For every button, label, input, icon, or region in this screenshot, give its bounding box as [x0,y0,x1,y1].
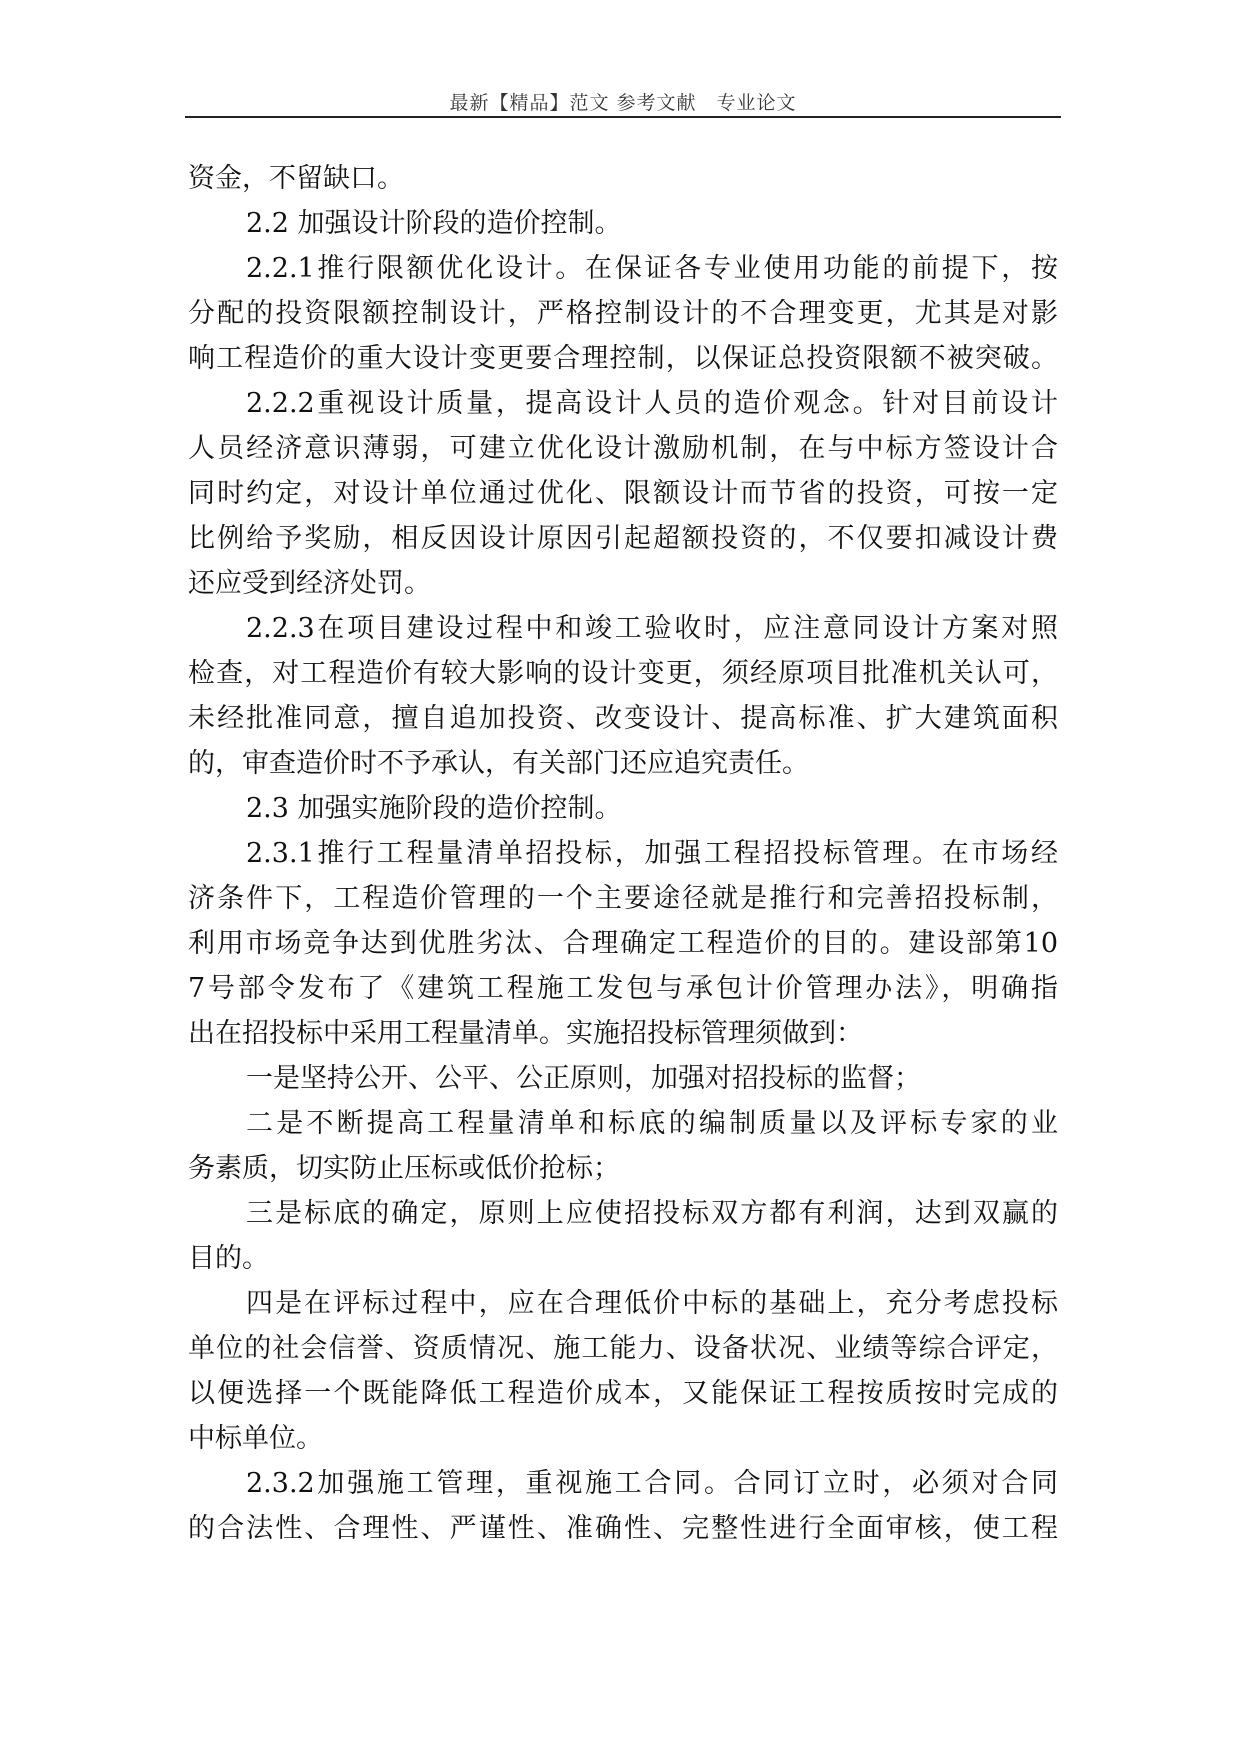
text-line: 2.2.1推行限额优化设计。在保证各专业使用功能的前提下，按 [246,253,1058,284]
text-line: 中标单位。 [188,1423,323,1454]
text-line: 比例给予奖励，相反因设计原因引起超额投资的，不仅要扣减设计费 [188,523,1058,554]
text-line: 未经批准同意，擅自追加投资、改变设计、提高标准、扩大建筑面积 [188,703,1058,734]
text-line: 目的。 [188,1243,269,1274]
page-header: 最新【精品】范文 参考文献 专业论文 [449,92,797,114]
text-line: 的，审查造价时不予承认，有关部门还应追究责任。 [188,748,809,779]
text-line: 的合法性、合理性、严谨性、准确性、完整性进行全面审核，使工程 [188,1513,1058,1544]
text-line: 2.2.2重视设计质量，提高设计人员的造价观念。针对目前设计 [246,388,1058,419]
text-line: 2.2.3在项目建设过程中和竣工验收时，应注意同设计方案对照 [246,613,1058,644]
text-line: 利用市场竞争达到优胜劣汰、合理确定工程造价的目的。建设部第10 [188,928,1058,959]
text-line: 响工程造价的重大设计变更要合理控制，以保证总投资限额不被突破。 [188,343,1058,374]
text-line: 资金，不留缺口。 [188,163,404,194]
text-line: 2.3.1推行工程量清单招投标，加强工程招投标管理。在市场经 [246,838,1058,869]
text-line: 人员经济意识薄弱，可建立优化设计激励机制，在与中标方签设计合 [188,433,1058,464]
text-line: 三是标底的确定，原则上应使招投标双方都有利润，达到双赢的 [246,1198,1058,1229]
text-line: 出在招投标中采用工程量清单。实施招投标管理须做到： [188,1018,863,1049]
text-line: 一是坚持公开、公平、公正原则，加强对招投标的监督； [246,1063,921,1094]
text-line: 二是不断提高工程量清单和标底的编制质量以及评标专家的业 [246,1108,1058,1139]
text-line: 检查，对工程造价有较大影响的设计变更，须经原项目批准机关认可， [188,658,1058,689]
text-line: 同时约定，对设计单位通过优化、限额设计而节省的投资，可按一定 [188,478,1058,509]
text-line: 济条件下，工程造价管理的一个主要途径就是推行和完善招投标制， [188,883,1058,914]
text-line: 单位的社会信誉、资质情况、施工能力、设备状况、业绩等综合评定， [188,1333,1058,1364]
text-line: 2.3.2加强施工管理，重视施工合同。合同订立时，必须对合同 [246,1468,1058,1499]
text-line: 还应受到经济处罚。 [188,568,431,599]
text-line: 以便选择一个既能降低工程造价成本，又能保证工程按质按时完成的 [188,1378,1058,1409]
body-text [188,156,1058,1551]
text-line: 2.3 加强实施阶段的造价控制。 [246,793,622,824]
text-line: 务素质，切实防止压标或低价抢标； [188,1153,620,1184]
text-line: 分配的投资限额控制设计，严格控制设计的不合理变更，尤其是对影 [188,298,1058,329]
text-line: 7号部令发布了《建筑工程施工发包与承包计价管理办法》，明确指 [188,973,1058,1004]
text-line: 四是在评标过程中，应在合理低价中标的基础上，充分考虑投标 [246,1288,1058,1319]
header-divider [185,116,1061,118]
text-line: 2.2 加强设计阶段的造价控制。 [246,208,622,239]
